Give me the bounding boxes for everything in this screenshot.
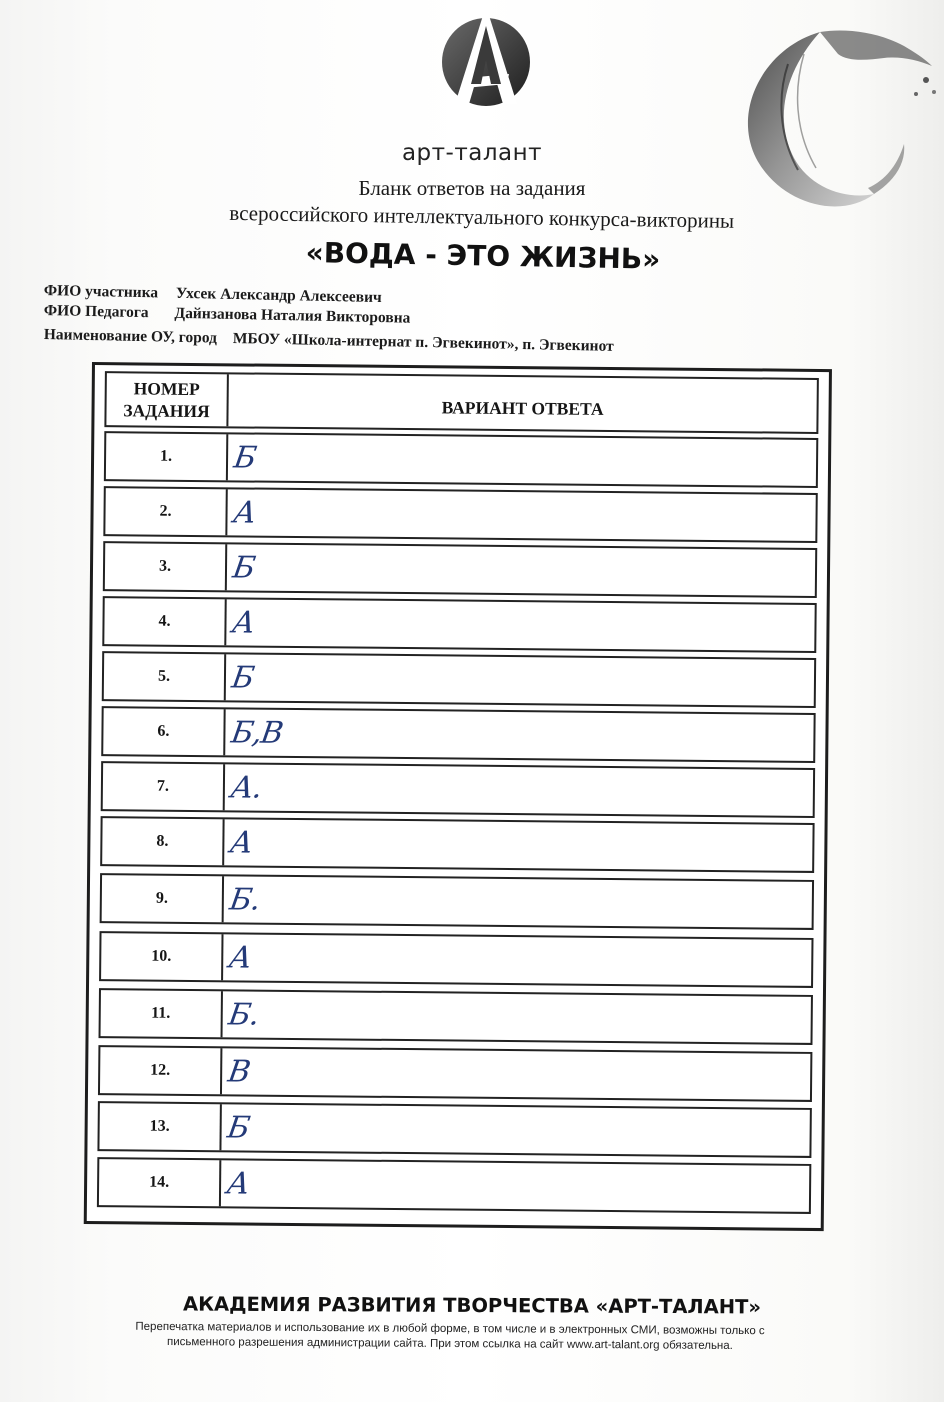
task-number: 12. — [100, 1047, 222, 1094]
handwritten-answer: В — [225, 1054, 252, 1090]
footer-note — [40, 1319, 860, 1355]
task-number: 13. — [99, 1103, 221, 1150]
handwritten-answer: А — [224, 1166, 252, 1202]
table-row — [97, 1157, 811, 1214]
handwritten-answer: Б. — [226, 997, 262, 1033]
teacher-label: ФИО Педагога — [43, 302, 149, 322]
table-row — [100, 873, 814, 930]
organization-label: Наименование ОУ, город — [43, 326, 218, 347]
table-header — [104, 371, 819, 434]
task-number: 1. — [106, 433, 228, 480]
task-number: 11. — [101, 990, 223, 1037]
table-row — [104, 431, 818, 488]
organization-line — [44, 326, 614, 356]
table-row — [102, 596, 816, 653]
table-row — [99, 988, 813, 1045]
handwritten-answer: Б — [229, 660, 256, 696]
answer-table — [84, 362, 832, 1231]
table-row — [102, 651, 816, 708]
form-subtitle: Бланк ответов на задания — [358, 176, 586, 200]
handwritten-answer: А — [227, 825, 255, 861]
table-row — [103, 486, 817, 543]
participant-label: ФИО участника — [43, 282, 159, 302]
handwritten-answer: Б,В — [228, 715, 285, 751]
footer-note-line1: Перепечатка материалов и использование их в любой форме, в том числе и в электронных СМИ, возможны только с — [135, 1320, 765, 1338]
task-number: 7. — [103, 763, 225, 810]
brand-name: арт-талант — [401, 140, 543, 166]
handwritten-answer: Б — [225, 1110, 252, 1146]
number-header-line1: НОМЕР — [133, 378, 200, 400]
task-number: 14. — [99, 1159, 221, 1206]
task-number: 2. — [105, 488, 227, 535]
handwritten-answer: А — [231, 495, 258, 531]
handwritten-answer: А — [226, 940, 254, 976]
handwritten-answer: Б. — [227, 882, 263, 918]
number-header-line2: ЗАДАНИЯ — [123, 400, 210, 422]
task-number: 5. — [104, 653, 226, 700]
table-row — [97, 1101, 811, 1158]
table-row — [100, 816, 814, 873]
contest-title: «ВОДА - ЭТО ЖИЗНЬ» — [305, 236, 661, 276]
number-column-header — [106, 373, 228, 426]
task-number: 6. — [103, 708, 225, 755]
handwritten-answer: А. — [228, 770, 264, 806]
task-number: 3. — [105, 543, 227, 590]
task-number: 4. — [104, 598, 226, 645]
teacher-value: Дайнзанова Наталия Викторовна — [174, 304, 411, 327]
task-number: 10. — [101, 933, 223, 980]
handwritten-answer: А — [229, 605, 257, 641]
table-row — [98, 1045, 812, 1102]
table-row — [101, 706, 815, 763]
table-row — [99, 931, 813, 988]
table-row — [101, 761, 815, 818]
table-row — [103, 541, 817, 598]
footer-note-line2: письменного разрешения администрации сайта. При этом ссылка на сайт www.art-talant.org обязательна. — [166, 1336, 733, 1352]
contest-subtitle: всероссийского интеллектуального конкурса-викторины — [229, 200, 735, 233]
organization-value: МБОУ «Школа-интернат п. Эгвекинот», п. Эгвекинот — [232, 329, 614, 355]
art-talant-logo-icon — [437, 4, 535, 122]
task-number: 8. — [102, 818, 224, 865]
handwritten-answer: Б — [231, 440, 258, 476]
handwritten-answer: Б — [230, 550, 257, 586]
answer-column-header: ВАРИАНТ ОТВЕТА — [441, 397, 604, 419]
participant-value: Ухсек Александр Алексеевич — [175, 284, 382, 307]
task-number: 9. — [102, 875, 224, 922]
footer-title: АКАДЕМИЯ РАЗВИТИЯ ТВОРЧЕСТВА «АРТ-ТАЛАНТ» — [182, 1292, 762, 1319]
